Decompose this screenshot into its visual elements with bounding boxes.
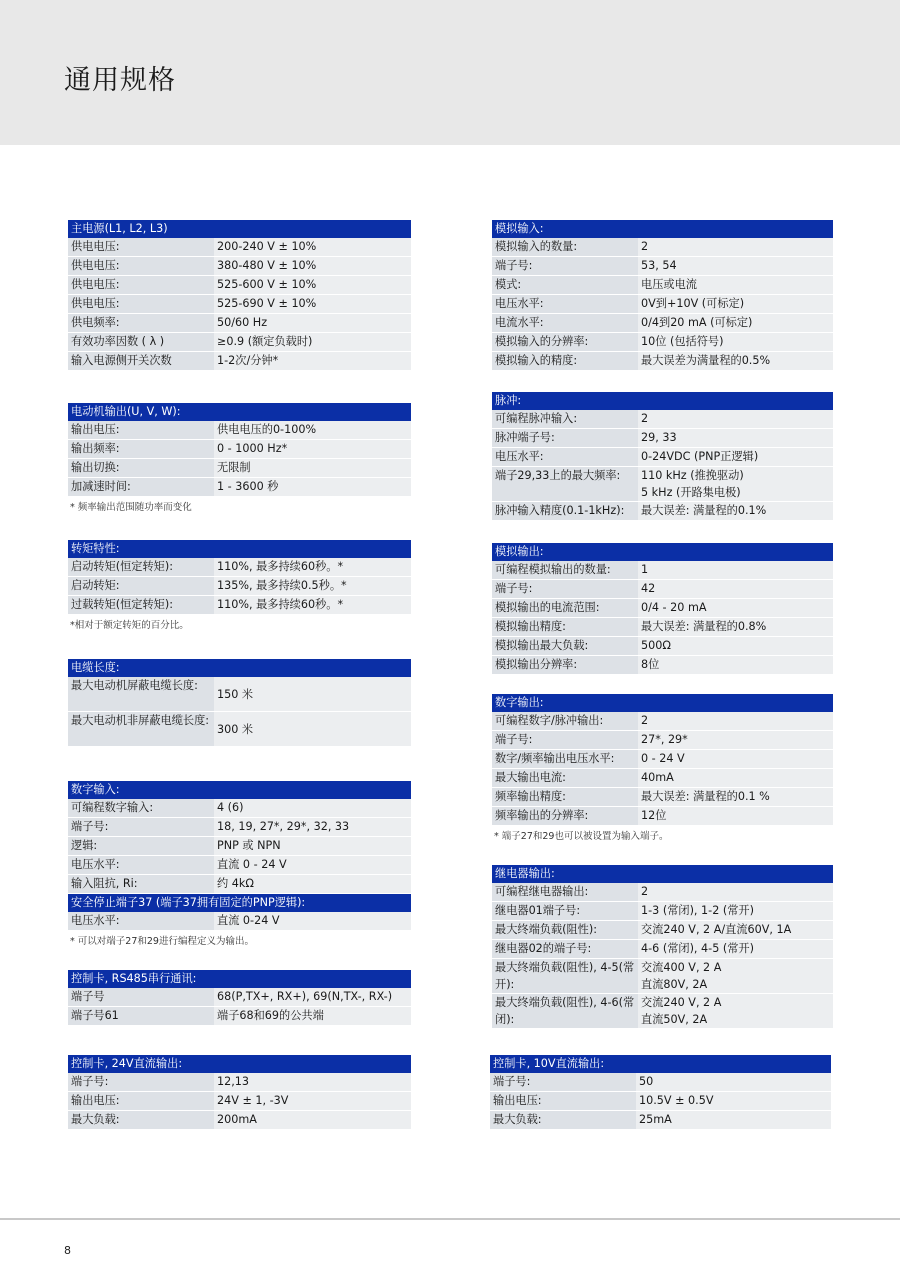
spec-key: 可编程继电器输出: [492,883,638,901]
spec-row [68,577,411,596]
spec-value-line: 5 kHz (开路集电极) [641,486,741,499]
spec-row [492,637,833,656]
spec-row [68,558,411,577]
spec-row [68,596,411,615]
spec-value: 端子68和69的公共端 [214,1007,411,1025]
spec-value: 10.5V ± 0.5V [636,1092,831,1110]
footnote: *相对于额定转矩的百分比。 [70,620,189,631]
spec-value: 12,13 [214,1073,411,1091]
spec-row [492,994,833,1029]
spec-value: 约 4kΩ [214,875,411,893]
section-pulse [492,392,833,521]
spec-row [492,333,833,352]
spec-value: 27*, 29* [638,731,833,749]
spec-row [492,712,833,731]
spec-key: 脉冲输入精度(0.1-1kHz): [492,502,638,520]
subsection-title: 安全停止端子37 (端子37拥有固定的PNP逻辑): [68,894,411,912]
spec-row [492,731,833,750]
spec-row [492,618,833,637]
spec-value: 0 - 24 V [638,750,833,768]
spec-key: 模拟输入的分辨率: [492,333,638,351]
spec-row [492,561,833,580]
spec-value: 50 [636,1073,831,1091]
spec-value: 150 米 [214,677,411,711]
spec-row [68,459,411,478]
section-title: 转矩特性: [68,540,411,558]
footnote: * 可以对端子27和29进行编程定义为输出。 [70,936,254,947]
spec-row [492,467,833,502]
spec-value: 380-480 V ± 10% [214,257,411,275]
spec-value: 200mA [214,1111,411,1129]
section-title: 控制卡, 24V直流输出: [68,1055,411,1073]
spec-key: 输出电压: [490,1092,636,1110]
spec-value: 300 米 [214,712,411,746]
spec-key: 可编程模拟输出的数量: [492,561,638,579]
spec-value: 40mA [638,769,833,787]
spec-value: 0/4 - 20 mA [638,599,833,617]
spec-key: 电压水平: [68,856,214,874]
spec-row [492,429,833,448]
spec-key: 模拟输出的电流范围: [492,599,638,617]
spec-value-line: 直流80V, 2A [641,978,708,991]
spec-value: 500Ω [638,637,833,655]
spec-row [492,502,833,521]
spec-value [638,994,833,1028]
spec-value: 50/60 Hz [214,314,411,332]
spec-row [68,295,411,314]
spec-value: 1-3 (常闭), 1-2 (常开) [638,902,833,920]
spec-value: 0V到+10V (可标定) [638,295,833,313]
spec-value [638,959,833,993]
spec-row [68,238,411,257]
spec-key: 最大输出电流: [492,769,638,787]
spec-key: 逻辑: [68,837,214,855]
footnote: * 端子27和29也可以被设置为输入端子。 [494,831,669,842]
spec-row [68,421,411,440]
spec-key: 供电电压: [68,238,214,256]
spec-value: 135%, 最多持续0.5秒。* [214,577,411,595]
spec-key: 供电频率: [68,314,214,332]
spec-value: 1 - 3600 秒 [214,478,411,496]
section-title: 主电源(L1, L2, L3) [68,220,411,238]
spec-value: 42 [638,580,833,598]
spec-value: 10位 (包括符号) [638,333,833,351]
spec-row [68,875,411,894]
spec-row [68,1007,411,1026]
spec-key: 端子号: [68,818,214,836]
spec-value-line: 110 kHz (推挽驱动) [641,469,744,482]
spec-value: 交流240 V, 2 A/直流60V, 1A [638,921,833,939]
spec-row [492,257,833,276]
spec-key: 模拟输入的精度: [492,352,638,370]
spec-row [68,440,411,459]
spec-value: 4-6 (常闭), 4-5 (常开) [638,940,833,958]
spec-key: 端子号 [68,988,214,1006]
section-title: 模拟输入: [492,220,833,238]
spec-key: 数字/频率输出电压水平: [492,750,638,768]
spec-row [68,352,411,371]
spec-value: 4 (6) [214,799,411,817]
spec-row [68,257,411,276]
spec-row [68,988,411,1007]
spec-value: 525-690 V ± 10% [214,295,411,313]
spec-key: 最大电动机非屏蔽电缆长度: [68,712,214,746]
spec-key: 最大电动机屏蔽电缆长度: [68,677,214,711]
section-analog-output [492,543,833,675]
spec-value: 68(P,TX+, RX+), 69(N,TX-, RX-) [214,988,411,1006]
section-relay-output [492,865,833,1029]
spec-row [68,478,411,497]
spec-key: 端子29,33上的最大频率: [492,467,638,501]
spec-value: 最大误差: 满量程的0.8% [638,618,833,636]
spec-key: 模式: [492,276,638,294]
spec-row [492,314,833,333]
spec-key: 最大终端负载(阻性), 4-6(常闭): [492,994,638,1028]
spec-key: 频率输出精度: [492,788,638,806]
spec-key: 最大终端负载(阻性), 4-5(常开): [492,959,638,993]
spec-row [492,959,833,994]
spec-value: 0-24VDC (PNP正逻辑) [638,448,833,466]
spec-row [492,448,833,467]
spec-row [68,912,411,931]
spec-key: 供电电压: [68,295,214,313]
spec-key: 电流水平: [492,314,638,332]
spec-value: 0/4到20 mA (可标定) [638,314,833,332]
spec-row [492,750,833,769]
section-title: 控制卡, RS485串行通讯: [68,970,411,988]
spec-key: 启动转矩: [68,577,214,595]
section-title: 模拟输出: [492,543,833,561]
spec-key: 输出切换: [68,459,214,477]
spec-key: 供电电压: [68,276,214,294]
spec-key: 可编程脉冲输入: [492,410,638,428]
spec-key: 继电器01端子号: [492,902,638,920]
spec-row [490,1073,831,1092]
spec-value: 200-240 V ± 10% [214,238,411,256]
section-title: 继电器输出: [492,865,833,883]
spec-key: 输出电压: [68,421,214,439]
spec-key: 模拟输出最大负载: [492,637,638,655]
section-rs485 [68,970,411,1026]
spec-row [492,902,833,921]
spec-key: 电压水平: [68,912,214,930]
spec-value: 电压或电流 [638,276,833,294]
spec-key: 端子号61 [68,1007,214,1025]
spec-row [68,856,411,875]
spec-key: 模拟输入的数量: [492,238,638,256]
spec-key: 输出频率: [68,440,214,458]
spec-value: 直流 0 - 24 V [214,856,411,874]
spec-key: 有效功率因数 ( λ ) [68,333,214,351]
spec-key: 供电电压: [68,257,214,275]
section-title: 控制卡, 10V直流输出: [490,1055,831,1073]
spec-row [492,940,833,959]
spec-key: 端子号: [492,731,638,749]
section-main-power [68,220,411,371]
section-dc24-output [68,1055,411,1130]
spec-value: 直流 0-24 V [214,912,411,930]
section-title: 电缆长度: [68,659,411,677]
spec-value: 24V ± 1, -3V [214,1092,411,1110]
spec-key: 模拟输出分辨率: [492,656,638,674]
section-title: 数字输出: [492,694,833,712]
section-title: 脉冲: [492,392,833,410]
spec-value: 53, 54 [638,257,833,275]
spec-row [68,1111,411,1130]
spec-key: 启动转矩(恒定转矩): [68,558,214,576]
spec-value: 最大误差: 满量程的0.1 % [638,788,833,806]
section-cable [68,659,411,747]
spec-key: 端子号: [68,1073,214,1091]
spec-row [68,799,411,818]
spec-key: 过载转矩(恒定转矩): [68,596,214,614]
spec-row [492,599,833,618]
spec-key: 可编程数字输入: [68,799,214,817]
spec-row [492,807,833,826]
spec-row [68,314,411,333]
spec-row [492,921,833,940]
section-digital-input [68,781,411,951]
spec-value: 25mA [636,1111,831,1129]
spec-row [492,352,833,371]
spec-key: 输入电源侧开关次数 [68,352,214,370]
spec-value: PNP 或 NPN [214,837,411,855]
spec-key: 输出电压: [68,1092,214,1110]
spec-value: 8位 [638,656,833,674]
spec-value: 1-2次/分钟* [214,352,411,370]
spec-key: 最大负载: [490,1111,636,1129]
footer-divider [0,1218,900,1220]
page-number: 8 [64,1244,71,1257]
spec-value: 最大误差: 满量程的0.1% [638,502,833,520]
spec-value: 2 [638,410,833,428]
spec-key: 最大负载: [68,1111,214,1129]
spec-value-line: 交流240 V, 2 A [641,996,722,1009]
section-digital-output [492,694,833,846]
spec-row [492,238,833,257]
spec-value: 2 [638,712,833,730]
spec-value: 110%, 最多持续60秒。* [214,558,411,576]
spec-row [68,818,411,837]
spec-value: 18, 19, 27*, 29*, 32, 33 [214,818,411,836]
spec-value: 无限制 [214,459,411,477]
page-title: 通用规格 [64,65,176,96]
spec-key: 继电器02的端子号: [492,940,638,958]
spec-row [68,276,411,295]
spec-row [492,410,833,429]
spec-key: 模拟输出精度: [492,618,638,636]
spec-key: 电压水平: [492,448,638,466]
section-motor-output [68,403,411,517]
spec-row [68,712,411,747]
spec-row [492,656,833,675]
section-title: 电动机输出(U, V, W): [68,403,411,421]
spec-value [638,467,833,501]
spec-row [68,837,411,856]
spec-value: 525-600 V ± 10% [214,276,411,294]
spec-row [490,1092,831,1111]
spec-value: 1 [638,561,833,579]
spec-value: 最大误差为满量程的0.5% [638,352,833,370]
section-torque [68,540,411,635]
spec-key: 可编程数字/脉冲输出: [492,712,638,730]
spec-value-line: 直流50V, 2A [641,1013,708,1026]
spec-row [492,580,833,599]
spec-row [492,276,833,295]
spec-key: 端子号: [490,1073,636,1091]
spec-key: 端子号: [492,257,638,275]
spec-row [68,677,411,712]
spec-value: 110%, 最多持续60秒。* [214,596,411,614]
spec-row [68,1092,411,1111]
spec-row [490,1111,831,1130]
spec-value: 2 [638,883,833,901]
spec-key: 端子号: [492,580,638,598]
spec-key: 输入阻抗, Ri: [68,875,214,893]
spec-row [492,295,833,314]
spec-key: 加减速时间: [68,478,214,496]
spec-value: 供电电压的0-100% [214,421,411,439]
spec-key: 频率输出的分辨率: [492,807,638,825]
footnote: * 频率输出范围随功率而变化 [70,502,192,513]
spec-row [492,883,833,902]
spec-key: 脉冲端子号: [492,429,638,447]
spec-row [68,1073,411,1092]
spec-value: 2 [638,238,833,256]
spec-value: ≥0.9 (额定负载时) [214,333,411,351]
spec-key: 最大终端负载(阻性): [492,921,638,939]
spec-row [492,788,833,807]
spec-row [68,333,411,352]
spec-row [492,769,833,788]
spec-value: 0 - 1000 Hz* [214,440,411,458]
section-analog-input [492,220,833,371]
spec-value: 12位 [638,807,833,825]
section-title: 数字输入: [68,781,411,799]
section-dc10-output [490,1055,831,1130]
spec-key: 电压水平: [492,295,638,313]
spec-value-line: 交流400 V, 2 A [641,961,722,974]
spec-value: 29, 33 [638,429,833,447]
